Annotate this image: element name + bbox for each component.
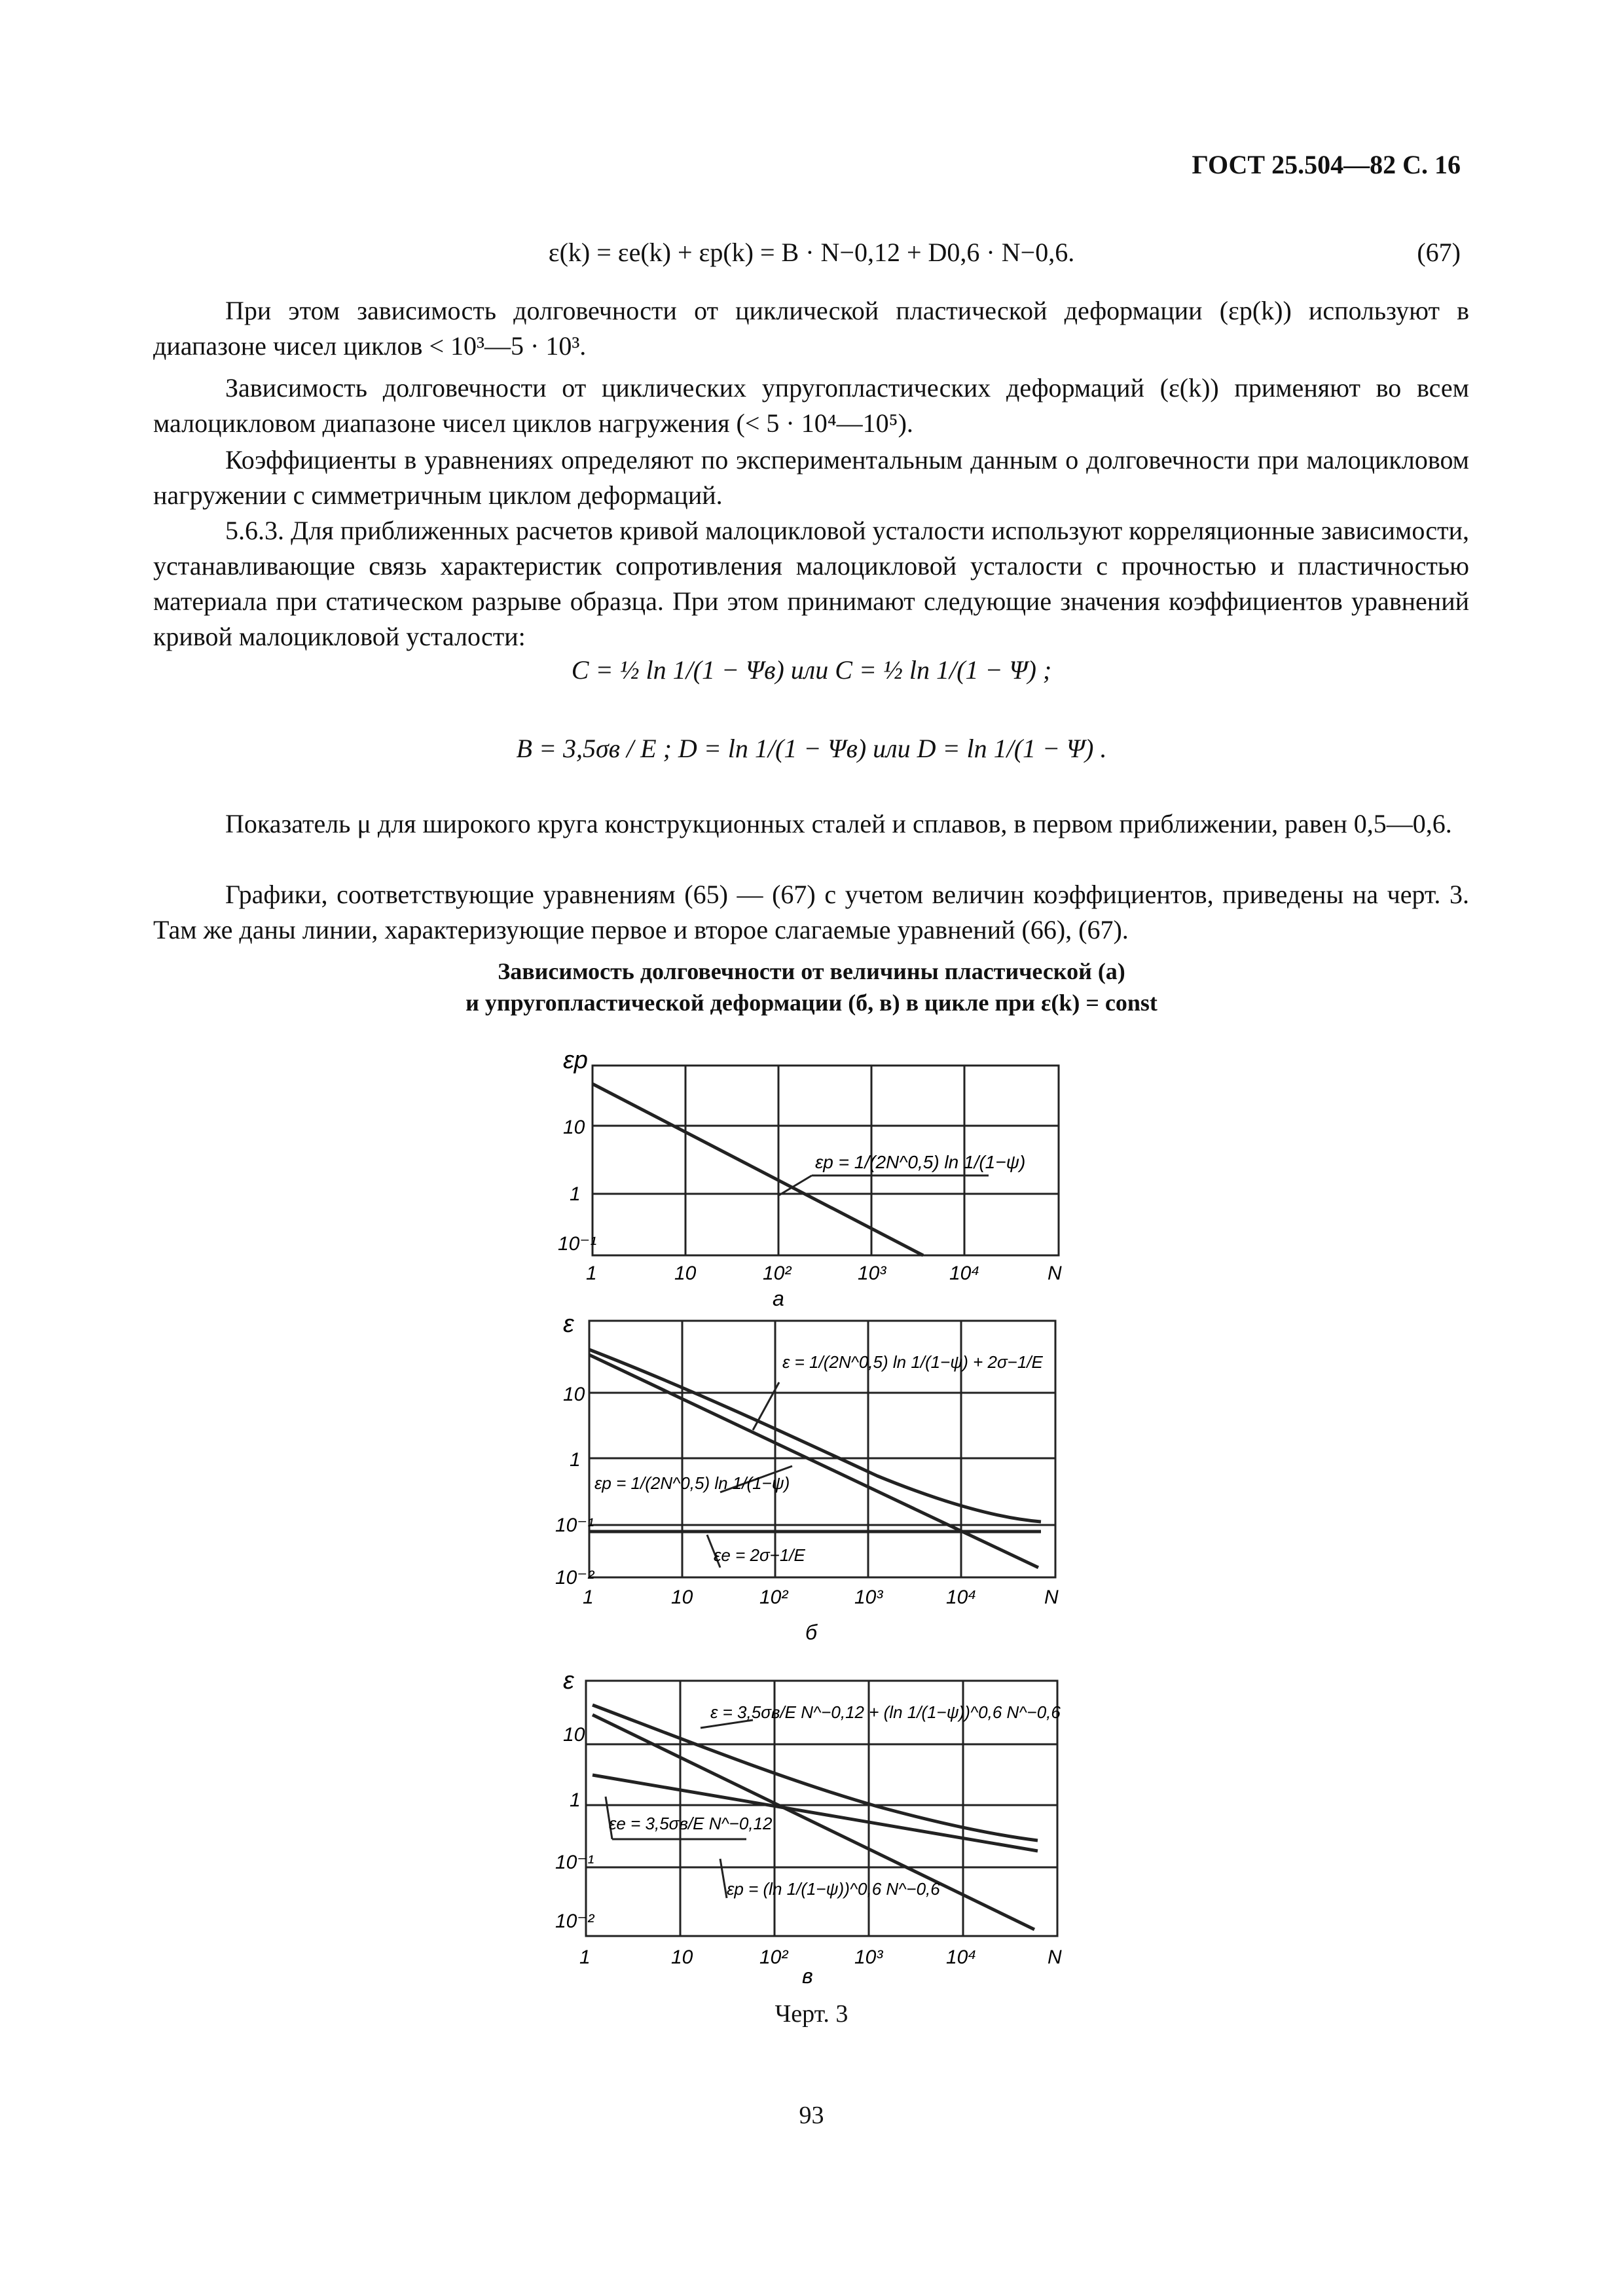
- chart-a-xtick-100: 10²: [763, 1263, 792, 1284]
- chart-a-ytick-10: 10: [563, 1117, 585, 1138]
- chart-a-xtick-1000: 10³: [858, 1263, 886, 1284]
- chart-c-xtick-1000: 10³: [854, 1946, 883, 1968]
- chart-c-ytick-10: 10: [563, 1724, 585, 1746]
- figure-caption: Зависимость долговечности от величины пластической (а) и упругопластической деформации (б, в) в цикле при ε(k) = const: [465, 958, 1158, 1016]
- equation-67-number: (67): [1417, 238, 1461, 267]
- chart-a-annotation: εp = 1/(2N^0,5) ln 1/(1−ψ): [815, 1152, 1026, 1172]
- chart-a-ylabel: εp: [563, 1047, 588, 1074]
- chart-c-ylabel: ε: [563, 1667, 574, 1695]
- chart-c-sublabel: в: [802, 1964, 813, 1988]
- paragraph-4: 5.6.3. Для приближенных расчетов кривой малоцикловой усталости используют корреляционные зависимости, устанавливающие связь характеристик сопротивления малоцикловой усталости с прочностью и пластичностью материала при статическом разрыве образца. При этом принимают следующие значения коэффициентов уравнений кривой малоцикловой усталости:: [153, 516, 1469, 651]
- chart-c-xtick-1: 1: [579, 1946, 591, 1968]
- paragraph-3: Коэффициенты в уравнениях определяют по экспериментальным данным о долговечности при малоцикловом нагружении с симметричным циклом деформаций.: [153, 445, 1469, 510]
- figure-label: Черт. 3: [775, 2000, 848, 2028]
- paragraph-2: Зависимость долговечности от циклических упругопластических деформаций (ε(k)) применяют во всем малоцикловом диапазоне чисел циклов нагружения (< 5 · 10⁴—10⁵).: [153, 373, 1469, 438]
- chart-b-xtick-n: N: [1044, 1587, 1059, 1608]
- chart-b-annotation-ee: εe = 2σ−1/E: [714, 1545, 805, 1565]
- chart-c-ytick-001: 10⁻²: [555, 1910, 594, 1932]
- chart-b-xtick-1: 1: [583, 1587, 594, 1608]
- chart-b-xtick-100: 10²: [759, 1587, 788, 1608]
- chart-c-xtick-10000: 10⁴: [946, 1946, 977, 1968]
- paragraph-5: Показатель μ для широкого круга конструкционных сталей и сплавов, в первом приближении, равен 0,5—0,6.: [225, 809, 1452, 838]
- chart-c-xtick-100: 10²: [759, 1946, 788, 1968]
- formula-c: C = ½ ln 1/(1 − Ψв) или C = ½ ln 1/(1 − Ψ) ;: [571, 655, 1052, 685]
- chart-b-ylabel: ε: [563, 1310, 574, 1338]
- chart-a-xtick-10: 10: [674, 1263, 697, 1284]
- chart-b-xtick-10: 10: [671, 1587, 693, 1608]
- chart-b-xtick-10000: 10⁴: [946, 1587, 977, 1608]
- page-number: 93: [799, 2102, 824, 2129]
- chart-b-annotation-ep: εp = 1/(2N^0,5) ln 1/(1−ψ): [594, 1473, 790, 1493]
- chart-a-ytick-01: 10⁻¹: [558, 1233, 597, 1255]
- chart-b-ytick-01: 10⁻¹: [555, 1515, 594, 1536]
- page-header: ГОСТ 25.504—82 С. 16: [1192, 150, 1461, 179]
- chart-a-leader: [779, 1175, 812, 1195]
- paragraph-6: Графики, соответствующие уравнениям (65) — (67) с учетом величин коэффициентов, приведены на черт. 3. Там же даны линии, характеризующие первое и второе слагаемые уравнений (66), (67).: [153, 880, 1469, 944]
- chart-b-ytick-10: 10: [563, 1384, 585, 1405]
- chart-c-leader-ep: [720, 1859, 727, 1898]
- chart-b-xtick-1000: 10³: [854, 1587, 883, 1608]
- equation-67-text: ε(k) = εe(k) + εp(k) = B · N−0,12 + D0,6 · N−0,6.: [548, 238, 1075, 267]
- chart-b-ytick-1: 1: [570, 1449, 581, 1471]
- chart-c-annotation-ep: εp = (ln 1/(1−ψ))^0,6 N^−0,6: [727, 1879, 940, 1899]
- chart-b-sublabel: б: [805, 1621, 817, 1644]
- chart-c-xtick-10: 10: [671, 1946, 693, 1968]
- chart-c-ytick-1: 1: [570, 1789, 581, 1811]
- chart-a-xtick-1: 1: [586, 1263, 597, 1284]
- chart-b-line-ep: [589, 1355, 1038, 1568]
- chart-b-ytick-001: 10⁻²: [555, 1567, 594, 1588]
- chart-a-ytick-1: 1: [570, 1183, 581, 1205]
- chart-b-curve-total: [589, 1350, 1041, 1522]
- chart-a-xtick-10000: 10⁴: [949, 1263, 980, 1284]
- chart-c-annotation-total: ε = 3,5σв/E N^−0,12 + (ln 1/(1−ψ))^0,6 N^−0,6: [710, 1702, 1061, 1722]
- chart-c-ytick-01: 10⁻¹: [555, 1852, 594, 1873]
- chart-b-annotation-total: ε = 1/(2N^0,5) ln 1/(1−ψ) + 2σ−1/E: [782, 1352, 1043, 1372]
- chart-c-xtick-n: N: [1048, 1946, 1062, 1968]
- formula-b-d: B = 3,5σв / E ; D = ln 1/(1 − Ψв) или D = ln 1/(1 − Ψ) .: [516, 734, 1107, 763]
- chart-c-annotation-ee: εe = 3,5σв/E N^−0,12: [609, 1814, 773, 1833]
- chart-a-xtick-n: N: [1048, 1263, 1062, 1284]
- chart-a-sublabel: а: [773, 1287, 784, 1310]
- paragraph-1: При этом зависимость долговечности от циклической пластической деформации (εp(k)) используют в диапазоне чисел циклов < 10³—5 · 10³.: [153, 296, 1469, 361]
